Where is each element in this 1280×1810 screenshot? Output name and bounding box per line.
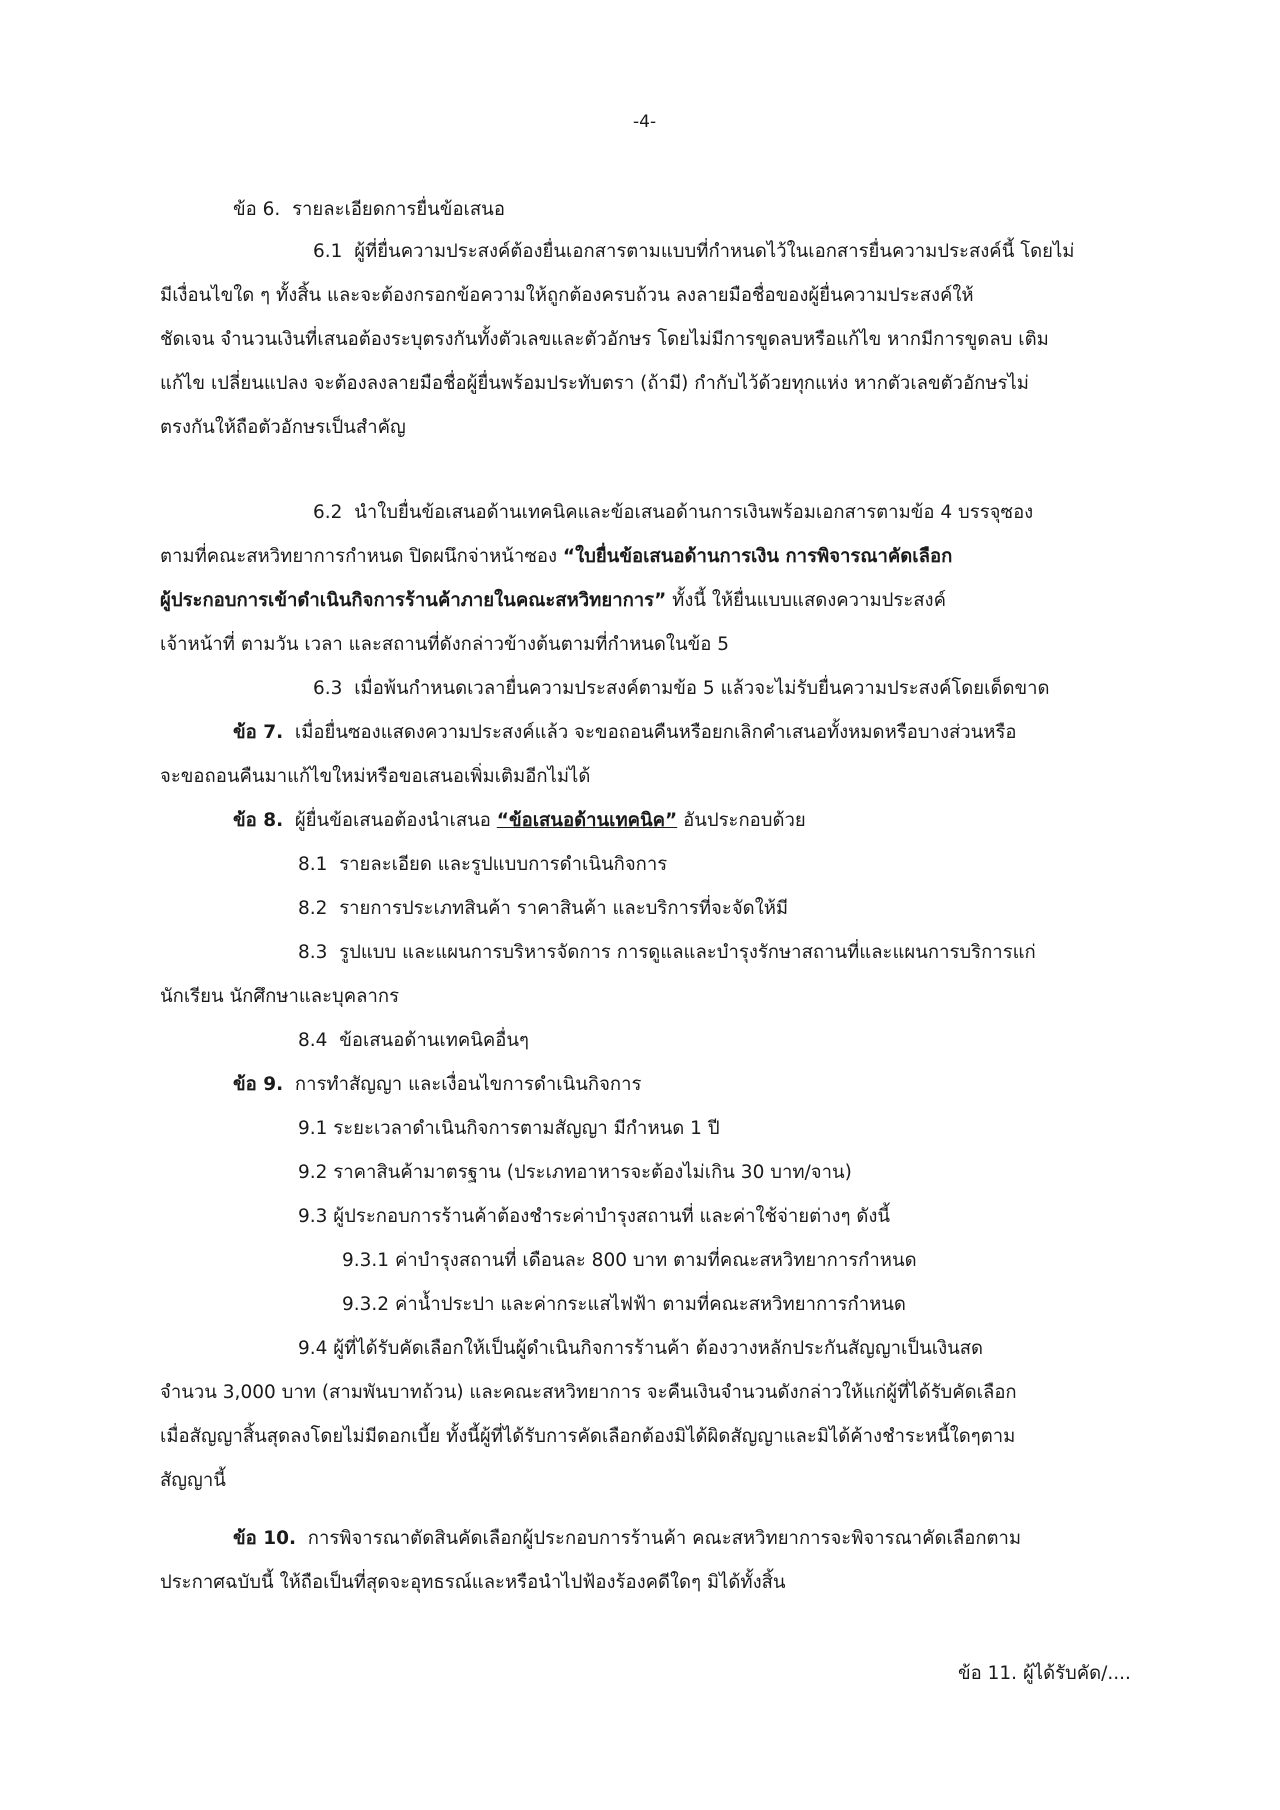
clause-8-4: 8.4 ข้อเสนอด้านเทคนิคอื่นๆ	[298, 1030, 529, 1051]
clause-9-heading: ข้อ 9. การทำสัญญา และเงื่อนไขการดำเนินกิจการ	[233, 1074, 642, 1095]
clause-7-line-1: ข้อ 7. เมื่อยื่นซองแสดงความประสงค์แล้ว จะขอถอนคืนหรือยกเลิกคำเสนอทั้งหมดหรือบางส่วนหรือ	[233, 722, 1017, 743]
clause-6-1-line-2: มีเงื่อนไขใด ๆ ทั้งสิ้น และจะต้องกรอกข้อความให้ถูกต้องครบถ้วน ลงลายมือชื่อของผู้ยื่นความประสงค์ให้	[160, 285, 974, 306]
clause-6-heading	[233, 196, 505, 224]
clause-9-3-2: 9.3.2 ค่าน้ำประปา และค่ากระแสไฟฟ้า ตามที่คณะสหวิทยาการกำหนด	[342, 1294, 906, 1315]
clause-6-2-line-1: 6.2 นำใบยื่นข้อเสนอด้านเทคนิคและข้อเสนอด้านการเงินพร้อมเอกสารตามข้อ 4 บรรจุซอง	[313, 502, 1034, 523]
page-number: -4-	[633, 112, 657, 132]
clause-9-4-line-1: 9.4 ผู้ที่ได้รับคัดเลือกให้เป็นผู้ดำเนินกิจการร้านค้า ต้องวางหลักประกันสัญญาเป็นเงินสด	[298, 1338, 984, 1359]
clause-8-2: 8.2 รายการประเภทสินค้า ราคาสินค้า และบริการที่จะจัดให้มี	[298, 898, 789, 919]
clause-6-1-line-3: ชัดเจน จำนวนเงินที่เสนอต้องระบุตรงกันทั้งตัวเลขและตัวอักษร โดยไม่มีการขูดลบหรือแก้ไข หากมีการขูดลบ เติม	[160, 329, 1049, 350]
clause-9-3-1: 9.3.1 ค่าบำรุงสถานที่ เดือนละ 800 บาท ตามที่คณะสหวิทยาการกำหนด	[342, 1250, 917, 1271]
envelope-title-part-2: ผู้ประกอบการเข้าดำเนินกิจการร้านค้าภายในคณะสหวิทยาการ”	[160, 590, 667, 611]
clause-6-1-line-4: แก้ไข เปลี่ยนแปลง จะต้องลงลายมือชื่อผู้ยื่นพร้อมประทับตรา (ถ้ามี) กำกับไว้ด้วยทุกแห่ง หากตัวเลขตัวอักษรไม่	[160, 373, 1029, 394]
clause-9-1: 9.1 ระยะเวลาดำเนินกิจการตามสัญญา มีกำหนด 1 ปี	[298, 1118, 720, 1139]
clause-9-4-line-3: เมื่อสัญญาสิ้นสุดลงโดยไม่มีดอกเบี้ย ทั้งนี้ผู้ที่ได้รับการคัดเลือกต้องมิได้ผิดสัญญาและมิได้ค้างชำระหนี้ใดๆตาม	[160, 1426, 1016, 1447]
clause-6-1-number: 6.1	[313, 241, 343, 262]
clause-6-2-line-4: เจ้าหน้าที่ ตามวัน เวลา และสถานที่ดังกล่าวข้างต้นตามที่กำหนดในข้อ 5	[160, 634, 730, 655]
clause-9-label: ข้อ 9.	[233, 1074, 284, 1095]
clause-6-label: ข้อ 6.	[233, 199, 281, 220]
envelope-title-part-1: “ใบยื่นข้อเสนอด้านการเงิน การพิจารณาคัดเลือก	[562, 546, 953, 567]
clause-8-heading: ข้อ 8. ผู้ยื่นข้อเสนอต้องนำเสนอ “ข้อเสนอด้านเทคนิค” อันประกอบด้วย	[233, 810, 806, 831]
clause-6-3-number: 6.3	[313, 678, 343, 699]
clause-6-2-line-3: ผู้ประกอบการเข้าดำเนินกิจการร้านค้าภายในคณะสหวิทยาการ” ทั้งนี้ ให้ยื่นแบบแสดงความประสงค์	[160, 590, 946, 611]
clause-8-label: ข้อ 8.	[233, 810, 284, 831]
clause-10-line-1: ข้อ 10. การพิจารณาตัดสินคัดเลือกผู้ประกอบการร้านค้า คณะสหวิทยาการจะพิจารณาคัดเลือกตาม	[233, 1528, 1022, 1549]
clause-9-3: 9.3 ผู้ประกอบการร้านค้าต้องชำระค่าบำรุงสถานที่ และค่าใช้จ่ายต่างๆ ดังนี้	[298, 1206, 891, 1227]
clause-6-2-number: 6.2	[313, 502, 343, 523]
clause-9-4-line-4: สัญญานี้	[160, 1470, 226, 1491]
clause-9-4-line-2: จำนวน 3,000 บาท (สามพันบาทถ้วน) และคณะสหวิทยาการ จะคืนเงินจำนวนดังกล่าวให้แก่ผู้ที่ได้รับคัดเลือก	[160, 1382, 1017, 1403]
clause-6-2-line-2: ตามที่คณะสหวิทยาการกำหนด ปิดผนึกจ่าหน้าซอง “ใบยื่นข้อเสนอด้านการเงิน การพิจารณาคัดเลือก	[160, 546, 953, 567]
clause-10-label: ข้อ 10.	[233, 1528, 296, 1549]
technical-proposal-emphasis: “ข้อเสนอด้านเทคนิค”	[496, 810, 678, 831]
clause-6-1-line-5: ตรงกันให้ถือตัวอักษรเป็นสำคัญ	[160, 417, 406, 438]
continuation-note: ข้อ 11. ผู้ได้รับคัด/....	[958, 1663, 1131, 1684]
clause-10-line-2: ประกาศฉบับนี้ ให้ถือเป็นที่สุดจะอุทธรณ์และหรือนำไปฟ้องร้องคดีใดๆ มิได้ทั้งสิ้น	[160, 1572, 786, 1593]
clause-6-title: รายละเอียดการยื่นข้อเสนอ	[292, 199, 505, 220]
clause-8-3: 8.3 รูปแบบ และแผนการบริหารจัดการ การดูแลและบำรุงรักษาสถานที่และแผนการบริการแก่	[298, 942, 1036, 963]
clause-7-label: ข้อ 7.	[233, 722, 284, 743]
clause-8-3-cont: นักเรียน นักศึกษาและบุคลากร	[160, 986, 400, 1007]
clause-7-line-2: จะขอถอนคืนมาแก้ไขใหม่หรือขอเสนอเพิ่มเติมอีกไม่ได้	[160, 766, 591, 787]
clause-6-3: 6.3 เมื่อพ้นกำหนดเวลายื่นความประสงค์ตามข้อ 5 แล้วจะไม่รับยื่นความประสงค์โดยเด็ดขาด	[313, 678, 1050, 699]
clause-6-1-line-1: 6.1 ผู้ที่ยื่นความประสงค์ต้องยื่นเอกสารตามแบบที่กำหนดไว้ในเอกสารยื่นความประสงค์นี้ โดยไม่	[313, 241, 1075, 262]
clause-9-2: 9.2 ราคาสินค้ามาตรฐาน (ประเภทอาหารจะต้องไม่เกิน 30 บาท/จาน)	[298, 1162, 852, 1183]
clause-8-1: 8.1 รายละเอียด และรูปแบบการดำเนินกิจการ	[298, 854, 668, 875]
